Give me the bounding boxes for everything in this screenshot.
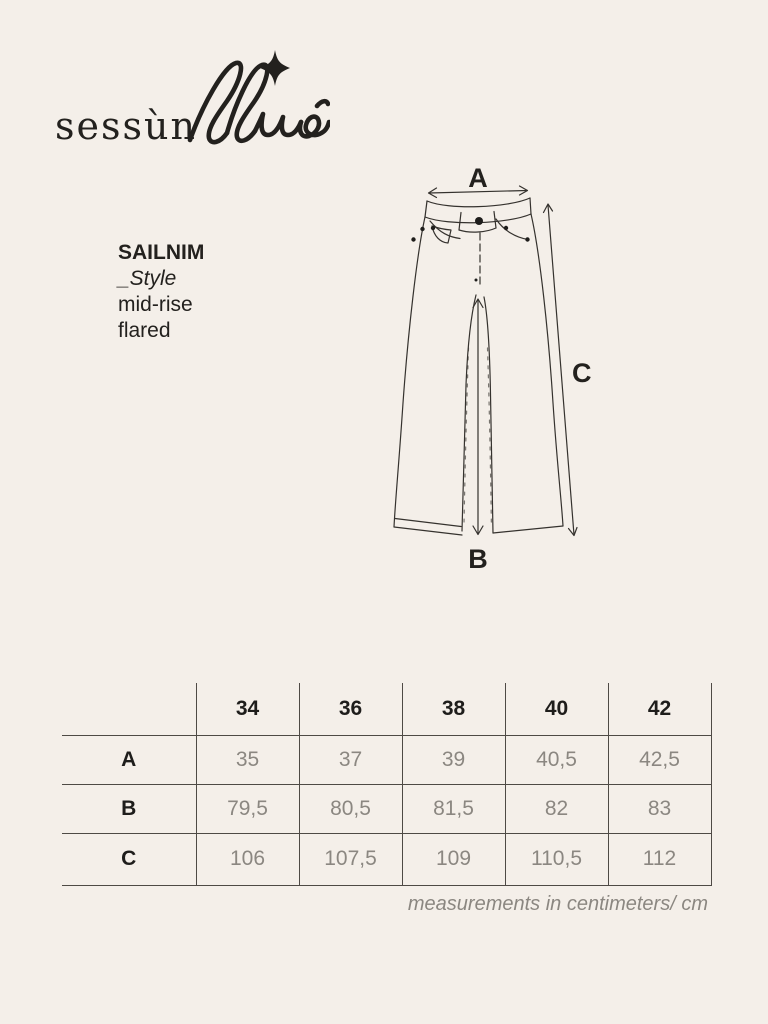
- value-cell: 82: [505, 784, 608, 833]
- value-cell: 39: [402, 735, 505, 784]
- value-cell: 106: [196, 833, 299, 885]
- value-cell: 81,5: [402, 784, 505, 833]
- table-row: [62, 735, 711, 784]
- table-row: [62, 784, 711, 833]
- row-label-cell: B: [62, 784, 196, 833]
- label-a: A: [468, 163, 488, 193]
- size-table: [62, 683, 712, 886]
- value-cell: 112: [608, 833, 711, 885]
- value-cell: 37: [299, 735, 402, 784]
- row-label-cell: C: [62, 833, 196, 885]
- size-header-row: [62, 683, 711, 735]
- rivet-dots: [411, 217, 529, 282]
- value-cell: 83: [608, 784, 711, 833]
- size-header-cell: 40: [505, 683, 608, 735]
- product-info: [118, 240, 204, 344]
- row-label-cell: A: [62, 735, 196, 784]
- value-cell: 107,5: [299, 833, 402, 885]
- measurement-arrow-b: [473, 299, 483, 535]
- value-cell: 40,5: [505, 735, 608, 784]
- corner-cell: [62, 683, 196, 735]
- size-header-cell: 34: [196, 683, 299, 735]
- logo-script-blue: [180, 44, 330, 149]
- value-cell: 109: [402, 833, 505, 885]
- value-cell: 110,5: [505, 833, 608, 885]
- brand-wordmark: sessùn: [55, 104, 197, 148]
- size-header-cell: 42: [608, 683, 711, 735]
- value-cell: 80,5: [299, 784, 402, 833]
- script-word-strokes: [190, 63, 329, 142]
- product-name: SAILNIM: [118, 241, 205, 264]
- cut-label: flared: [118, 319, 171, 342]
- value-cell: 35: [196, 735, 299, 784]
- style-label: _Style: [118, 267, 177, 290]
- value-cell: 42,5: [608, 735, 711, 784]
- jeans-diagram: [370, 153, 600, 593]
- label-c: C: [572, 358, 592, 388]
- fit-label: mid-rise: [118, 293, 193, 316]
- value-cell: 79,5: [196, 784, 299, 833]
- units-note: measurements in centimeters/ cm: [407, 893, 708, 915]
- label-b: B: [468, 544, 488, 574]
- size-header-cell: 36: [299, 683, 402, 735]
- size-header-cell: 38: [402, 683, 505, 735]
- table-row: [62, 833, 711, 885]
